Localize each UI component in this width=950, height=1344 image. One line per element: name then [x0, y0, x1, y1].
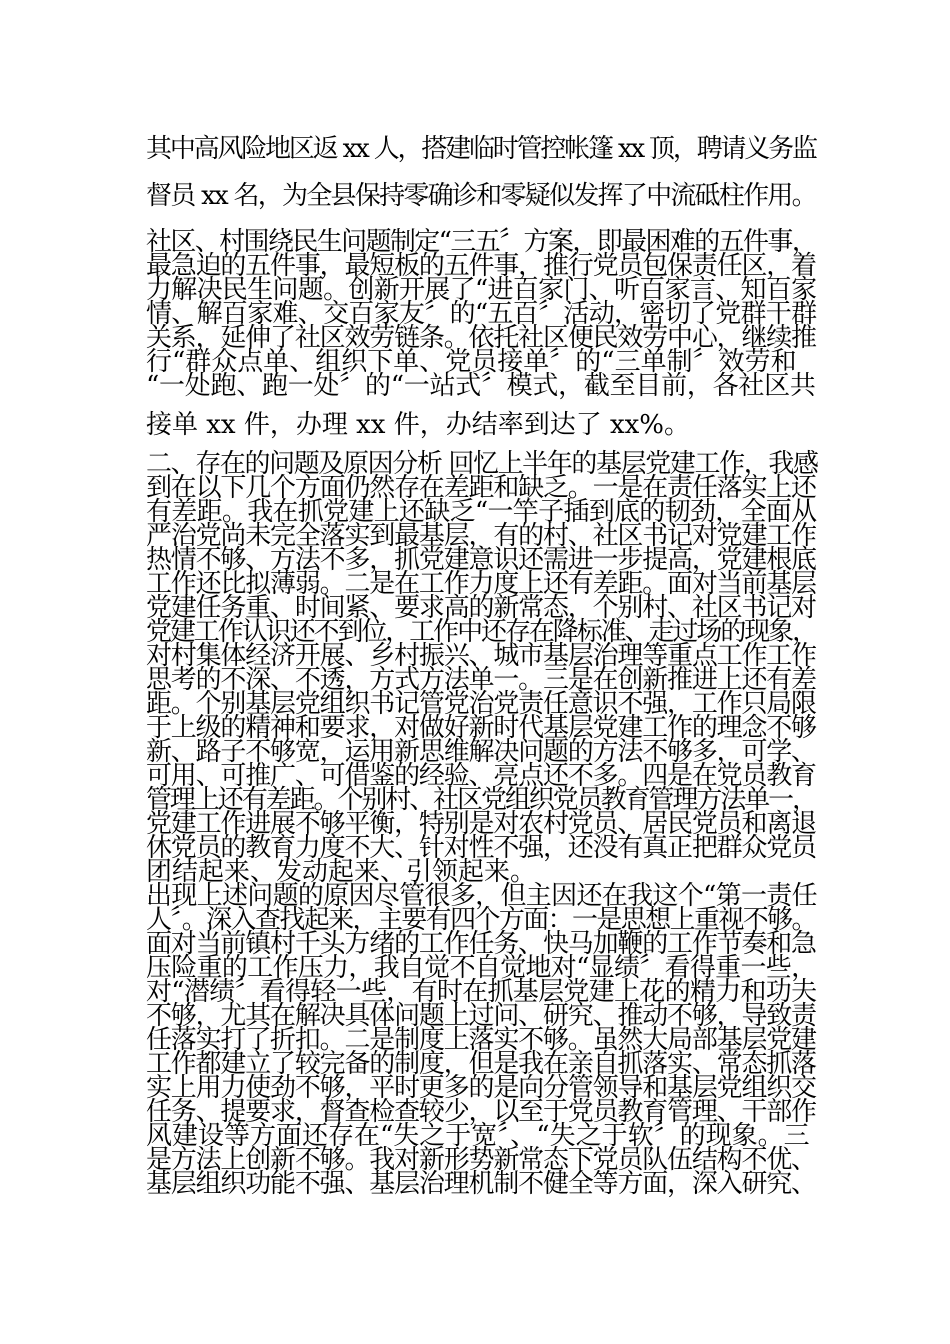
text-line: 到在以下几个方面仍然存在差距和缺乏。一是在责任落实上还 [146, 473, 816, 503]
text-line: 力解决民生问题。创新开展了“进百家门、听百家言、知百家 [146, 275, 817, 305]
text-line: 有差距。我在抓党建上还缺乏“一竿子插到底的韧劲，全面从 [146, 497, 817, 527]
text-line: 二、存在的问题及原因分析 回忆上半年的基层党建工作，我感 [146, 449, 818, 479]
text-line: 关系，延伸了社区效劳链条。依托社区便民效劳中心，继续推 [146, 323, 816, 353]
text-line: 实上用力使劲不够，平时更多的是向分管领导和基层党组织交 [146, 1073, 816, 1103]
text-line: 其中高风险地区返 xx 人，搭建临时管控帐篷 xx 顶，聘请义务监 [146, 134, 816, 164]
text-line: 思考的不深、不透，方式方法单一。三是在创新推进上还有差 [146, 665, 816, 695]
text-line: 社区、村围绕民生问题制定“三五〞方案，即最困难的五件事， [146, 227, 817, 257]
text-line: 工作都建立了较完备的制度，但是我在亲自抓落实、常态抓落 [146, 1049, 816, 1079]
text-line: 对村集体经济开展、乡村振兴、城市基层治理等重点工作工作 [146, 641, 816, 671]
text-line: 行“群众点单、组织下单、党员接单〞的“三单制〞效劳和 [146, 347, 797, 377]
text-line: 休党员的教育力度不大、针对性不强，还没有真正把群众党员 [146, 833, 816, 863]
text-line: 基层组织功能不强、基层治理机制不健全等方面，深入研究、 [146, 1169, 816, 1199]
text-line: 热情不够、方法不多，抓党建意识还需进一步提高，党建根底 [146, 545, 816, 575]
text-line: 可用、可推广、可借鉴的经验、亮点还不多。四是在党员教育 [146, 761, 816, 791]
text-line: 风建设等方面还存在“失之于宽〞、“失之于软〞的现象。三 [146, 1121, 810, 1151]
text-line: 出现上述问题的原因尽管很多，但主因还在我这个“第一责任 [146, 881, 817, 911]
text-line: 情、解百家难、交百家友〞的“五百〞活动，密切了党群干群 [146, 299, 817, 329]
text-line: 压险重的工作压力，我自觉不自觉地对“显绩〞看得重一些， [146, 953, 817, 983]
text-line: 工作还比拟薄弱。二是在工作力度上还有差距。面对当前基层 [146, 569, 816, 599]
text-line: 督员 xx 名，为全县保持零确诊和零疑似发挥了中流砥柱作用。 [146, 181, 816, 211]
text-line: 管理上还有差距。个别村、社区党组织党员教育管理方法单一， [146, 785, 817, 815]
text-line: 严治党尚未完全落实到最基层，有的村、社区书记对党建工作 [146, 521, 816, 551]
text-line: 不够，尤其在解决具体问题上过问、研究、推动不够，导致责 [146, 1001, 816, 1031]
text-line: 距。个别基层党组织书记管党治党责任意识不强，工作只局限 [146, 689, 816, 719]
text-line: 面对当前镇村千头万绪的工作任务、快马加鞭的工作节奏和急 [146, 929, 816, 959]
text-line: 任务、提要求，督查检查较少，以至于党员教育管理、干部作 [146, 1097, 816, 1127]
text-line: 党建任务重、时间紧、要求高的新常态，个别村、社区书记对 [146, 593, 816, 623]
text-line: 最急迫的五件事，最短板的五件事，推行党员包保责任区，着 [146, 251, 816, 281]
text-line: 任落实打了折扣。二是制度上落实不够。虽然大局部基层党建 [146, 1025, 816, 1055]
text-line: 对“潜绩〞看得轻一些，有时在抓基层党建上花的精力和功夫 [146, 977, 817, 1007]
text-line: 人〞。深入查找起来，主要有四个方面：一是思想上重视不够。 [146, 905, 816, 935]
text-line: 于上级的精神和要求，对做好新时代基层党建工作的理念不够 [146, 713, 816, 743]
text-line: 接单 xx 件，办理 xx 件，办结率到达了 xx%。 [146, 410, 691, 440]
text-line: 党建工作进展不够平衡，特别是对农村党员、居民党员和离退 [146, 809, 816, 839]
text-line: 团结起来、发动起来、引领起来。 [146, 857, 537, 887]
text-line: 新、路子不够宽，运用新思维解决问题的方法不够多，可学、 [146, 737, 816, 767]
text-line: 党建工作认识还不到位，工作中还存在降标准、走过场的现象， [146, 617, 817, 647]
text-line: “一处跑、跑一处〞的“一站式〞模式，截至目前，各社区共 [146, 371, 816, 401]
text-line: 是方法上创新不够。我对新形势新常态下党员队伍结构不优、 [146, 1145, 816, 1175]
